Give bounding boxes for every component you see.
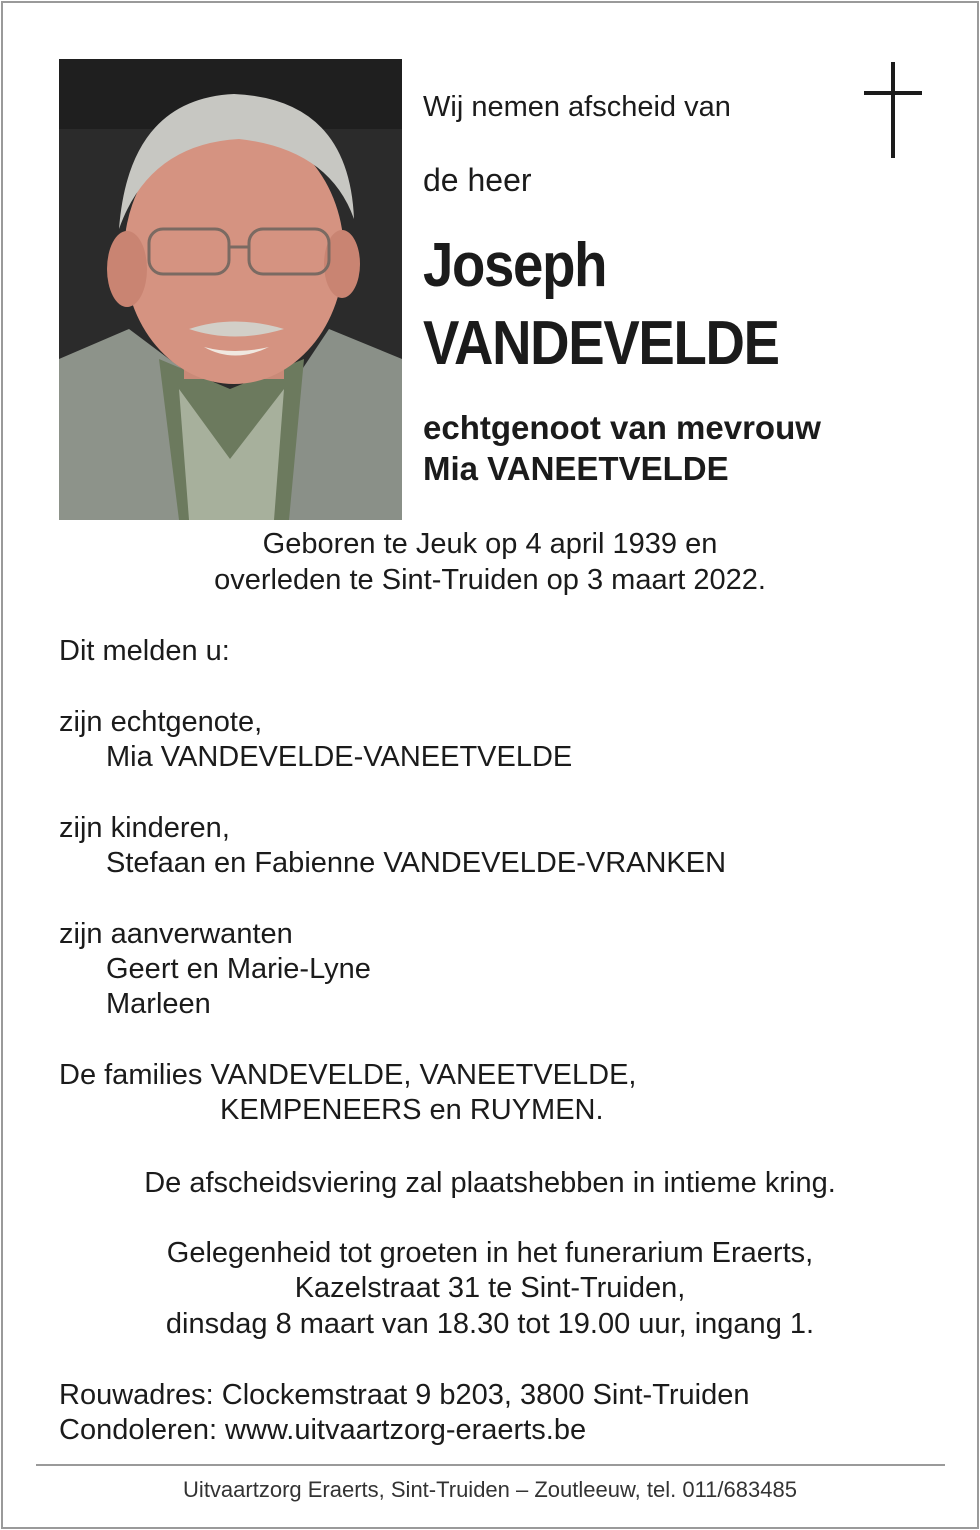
visitation-line-2: Kazelstraat 31 te Sint-Truiden,	[294, 1272, 686, 1304]
announce-text: Dit melden u:	[59, 635, 230, 667]
relatives-1: Geert en Marie-Lyne	[106, 953, 371, 985]
visitation-line-1: Gelegenheid tot groeten in het funerarium Eraerts,	[166, 1237, 814, 1269]
wife-name: Mia VANDEVELDE-VANEETVELDE	[106, 741, 573, 773]
families-line-1: De families VANDEVELDE, VANEETVELDE,	[59, 1059, 637, 1091]
footer-text: Uitvaartzorg Eraerts, Sint-Truiden – Zoutleeuw, tel. 011/683485	[183, 1477, 797, 1502]
visitation-line-3: dinsdag 8 maart van 18.30 tot 19.00 uur, ingang 1.	[165, 1308, 815, 1340]
deceased-first-name: Joseph	[423, 231, 607, 300]
children-label: zijn kinderen,	[59, 812, 230, 844]
wife-label: zijn echtgenote,	[59, 706, 263, 738]
cross-icon	[864, 62, 922, 158]
relatives-2: Marleen	[106, 988, 211, 1020]
spouse-line-1: echtgenoot van mevrouw	[423, 409, 821, 446]
death-line: overleden te Sint-Truiden op 3 maart 2022.	[214, 564, 766, 596]
ceremony-text: De afscheidsviering zal plaatshebben in intieme kring.	[144, 1167, 836, 1199]
portrait-photo	[59, 59, 402, 520]
intro-text: Wij nemen afscheid van	[423, 91, 731, 123]
condolences-line: Condoleren: www.uitvaartzorg-eraerts.be	[59, 1414, 587, 1446]
address-line: Rouwadres: Clockemstraat 9 b203, 3800 Sint-Truiden	[59, 1379, 750, 1411]
spouse-line-2: Mia VANEETVELDE	[423, 450, 729, 487]
children-names: Stefaan en Fabienne VANDEVELDE-VRANKEN	[106, 847, 727, 879]
deceased-last-name: VANDEVELDE	[423, 309, 779, 378]
relatives-label: zijn aanverwanten	[59, 918, 293, 950]
honorific: de heer	[423, 162, 532, 198]
footer-divider	[36, 1464, 945, 1466]
birth-line: Geboren te Jeuk op 4 april 1939 en	[262, 528, 718, 560]
families-line-2: KEMPENEERS en RUYMEN.	[220, 1094, 604, 1126]
